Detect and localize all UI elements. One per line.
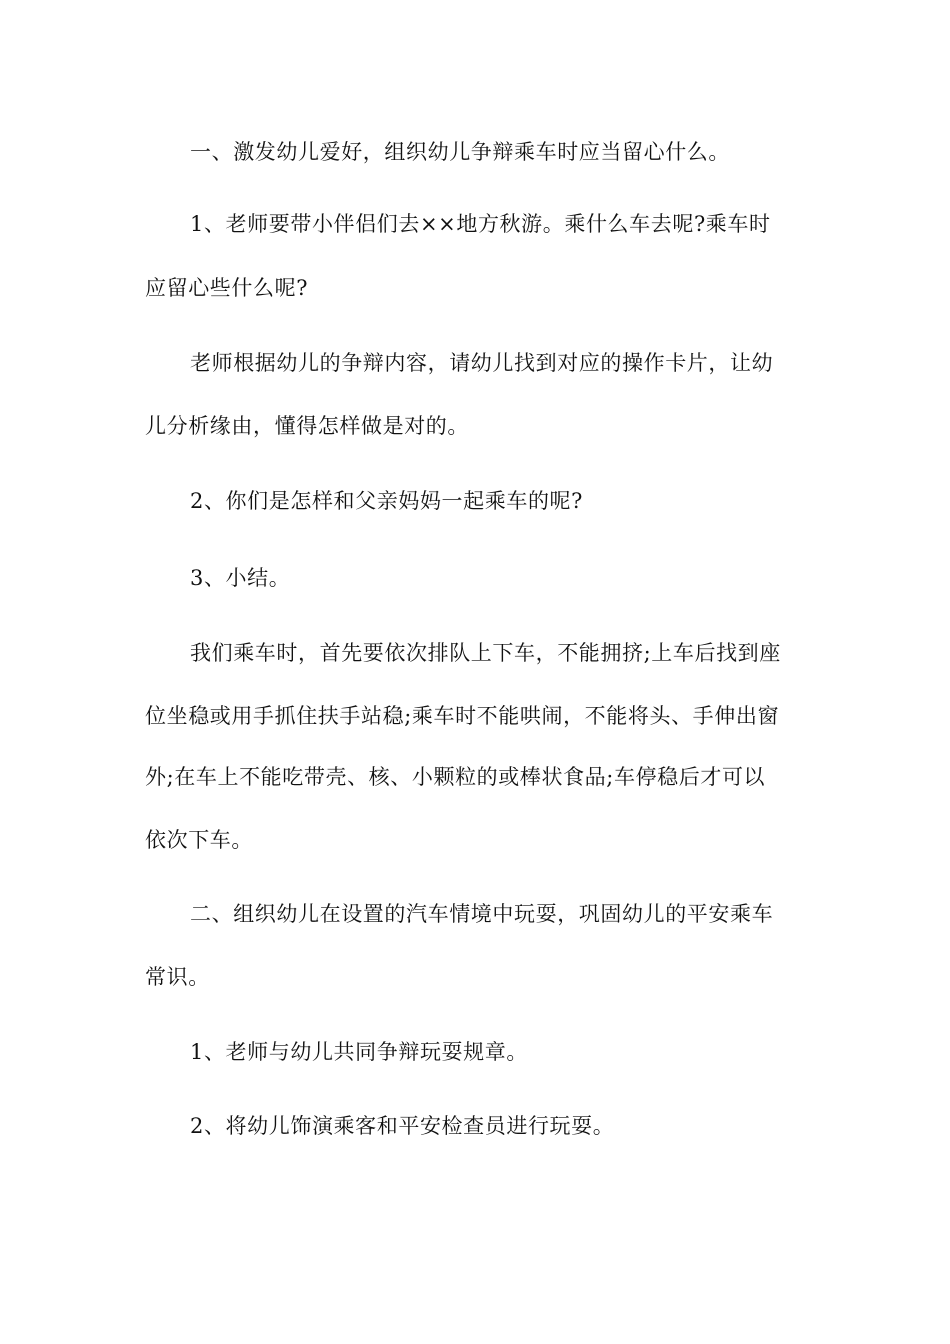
paragraph-line: 3、小结。: [190, 566, 291, 590]
heading-section-one: 一、激发幼儿爱好，组织幼儿争辩乘车时应当留心什么。: [190, 140, 730, 164]
paragraph-line: 1、老师与幼儿共同争辩玩耍规章。: [190, 1040, 528, 1064]
paragraph-line: 我们乘车时，首先要依次排队上下车，不能拥挤;上车后找到座: [190, 641, 781, 665]
paragraph-line: 应留心些什么呢?: [145, 276, 309, 300]
paragraph-line: 1、老师要带小伴侣们去××地方秋游。乘什么车去呢?乘车时: [190, 212, 771, 236]
paragraph-line: 常识。: [145, 965, 210, 989]
heading-section-two: 二、组织幼儿在设置的汽车情境中玩耍，巩固幼儿的平安乘车: [190, 902, 774, 926]
paragraph-line: 2、将幼儿饰演乘客和平安检查员进行玩耍。: [190, 1114, 615, 1138]
paragraph-line: 儿分析缘由，懂得怎样做是对的。: [145, 414, 469, 438]
paragraph-line: 外;在车上不能吃带壳、核、小颗粒的或棒状食品;车停稳后才可以: [145, 765, 766, 789]
paragraph-line: 老师根据幼儿的争辩内容，请幼儿找到对应的操作卡片，让幼: [190, 351, 774, 375]
paragraph-line: 位坐稳或用手抓住扶手站稳;乘车时不能哄闹，不能将头、手伸出窗: [145, 704, 780, 728]
paragraph-line: 依次下车。: [145, 828, 253, 852]
paragraph-line: 2、你们是怎样和父亲妈妈一起乘车的呢?: [190, 489, 584, 513]
